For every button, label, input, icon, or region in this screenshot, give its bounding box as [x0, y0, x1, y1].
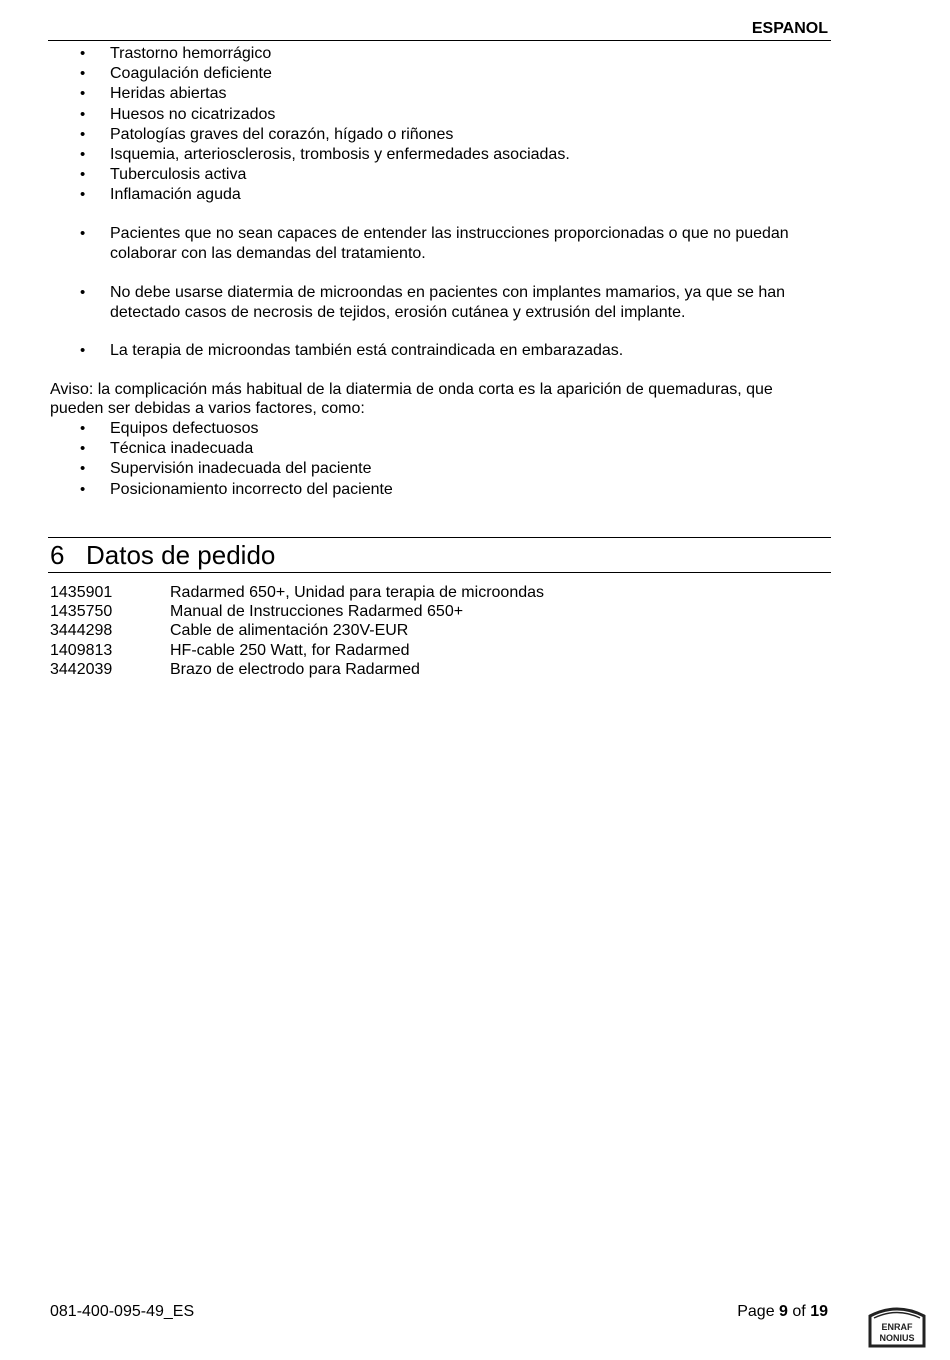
- order-code: 1435901: [50, 584, 113, 601]
- section-divider-bottom: [48, 572, 831, 573]
- order-description: Radarmed 650+, Unidad para terapia de microondas: [170, 584, 545, 601]
- list-item: • Isquemia, arteriosclerosis, trombosis y enfermedades asociadas.: [50, 145, 830, 165]
- order-description: HF-cable 250 Watt, for Radarmed: [170, 641, 410, 659]
- section-title: Datos de pedido: [86, 540, 276, 570]
- order-code: 1435750: [50, 603, 113, 621]
- table-row: [50, 660, 544, 679]
- enraf-nonius-logo: [866, 1302, 928, 1350]
- order-description: Cable de alimentación 230V-EUR: [170, 622, 409, 640]
- table-row: [50, 641, 544, 660]
- table-row: [50, 602, 544, 621]
- pregnancy-note-list: [50, 341, 830, 361]
- list-item: • Trastorno hemorrágico: [50, 44, 830, 64]
- page-of: of: [792, 1303, 806, 1320]
- patients-note-list: [50, 224, 830, 264]
- document-number: 081-400-095-49_ES: [50, 1303, 195, 1320]
- list-item: • Tuberculosis activa: [50, 165, 830, 185]
- table-row: [50, 583, 544, 602]
- page-prefix: Page: [737, 1303, 775, 1320]
- section-heading: [50, 538, 275, 572]
- order-code: 3442039: [50, 660, 113, 678]
- warning-text: Aviso: la complicación más habitual de la diatermia de onda corta es la aparición de quemaduras, que pueden ser debidas a varios factores, como:: [50, 381, 773, 418]
- table-row: [50, 621, 544, 640]
- page-current: 9: [779, 1303, 788, 1320]
- list-item: • Huesos no cicatrizados: [50, 105, 830, 125]
- order-table: [50, 583, 544, 679]
- implants-note-list: [50, 283, 830, 323]
- list-item: • Patologías graves del corazón, hígado o riñones: [50, 125, 830, 145]
- order-code: 3444298: [50, 622, 113, 640]
- list-item: • Equipos defectuosos: [50, 419, 830, 439]
- logo-line2: NONIUS: [879, 1333, 915, 1343]
- list-item: • Inflamación aguda: [50, 185, 830, 205]
- list-item: • Supervisión inadecuada del paciente: [50, 459, 830, 479]
- header-divider: [48, 40, 831, 41]
- pregnancy-note: • La terapia de microondas también está contraindicada en embarazadas.: [50, 341, 830, 361]
- page-total: 19: [810, 1303, 828, 1320]
- list-item: • Heridas abiertas: [50, 84, 830, 104]
- patients-note: • Pacientes que no sean capaces de entender las instrucciones proporcionadas o que no puedan colaborar con las demandas del tratamiento.: [50, 224, 830, 264]
- list-item: • Posicionamiento incorrecto del paciente: [50, 480, 830, 500]
- logo-line1: ENRAF: [881, 1322, 913, 1332]
- order-description: Manual de Instrucciones Radarmed 650+: [170, 603, 464, 621]
- order-code: 1409813: [50, 641, 113, 659]
- section-number: 6: [50, 540, 65, 570]
- burn-causes-list: [50, 419, 830, 500]
- implants-note: • No debe usarse diatermia de microondas en pacientes con implantes mamarios, ya que se han detectado casos de necrosis de tejidos, erosión cutánea y extrusión del implante.: [50, 283, 830, 323]
- list-item: • Técnica inadecuada: [50, 439, 830, 459]
- page-indicator: [737, 1303, 828, 1321]
- order-description: Brazo de electrodo para Radarmed: [170, 660, 420, 678]
- list-item: • Coagulación deficiente: [50, 64, 830, 84]
- header-language: ESPANOL: [751, 20, 828, 37]
- contraindications-list: [50, 44, 830, 206]
